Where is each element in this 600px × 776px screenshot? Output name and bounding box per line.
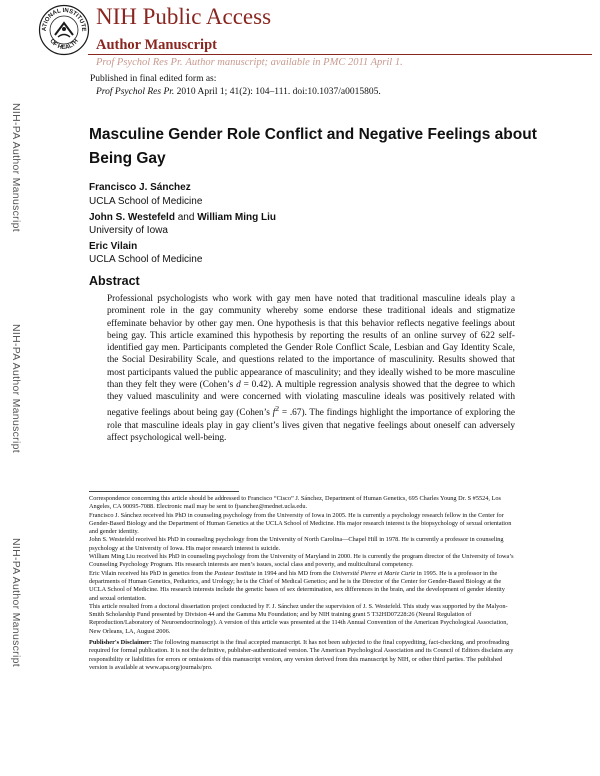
footnotes [89,495,515,672]
citation-journal: Prof Psychol Res Pr. [96,87,175,97]
side-banner-middle: NIH-PA Author Manuscript [10,323,22,453]
footnote-text: . [305,503,308,511]
publisher-disclaimer [89,639,515,672]
author-vilain [89,241,137,252]
article-title: Masculine Gender Role Conflict and Negative Feelings about Being Gay [89,126,537,167]
abstract-text: = 0.42). A multiple regression analysis showed that the degree to which they valued masculinity and were concerned with violating masculine ideals was positively related with negative feelings about being gay (Cohen’s [107,379,515,419]
correspondence-email-link[interactable]: fjsanchez@mednet.ucla.edu [234,503,306,511]
authors-westefeld-liu [89,212,276,223]
abstract-text: = .67). The findings highlight the importance of exploring the role that masculine ideals play in gay client’s lives given that negative feelings about oneself can adversely affect psychological well-being. [107,408,515,443]
affiliation-vilain: UCLA School of Medicine [89,254,203,265]
side-banner-bottom: NIH-PA Author Manuscript [10,537,22,667]
footnote-text: in 1995. He is a professor in the departments of Human Genetics, Pediatrics, and Urology; he is the Chief of Medical Genetics; and he is the Director of the Center for Gender-Based Biology at the UCLA School of Medicine. His research interests include the genetic bases of sex determination, sex differences in the brain, and the development of gender identity and sexual orientation. [89,569,505,602]
author-sanchez [89,182,191,193]
abstract-body [107,293,515,444]
bio-sanchez: Francisco J. Sánchez received his PhD in counseling psychology from the University of Iowa in 2005. He is currently a psychology research fellow in the Center for Gender-Based Biology and the Department of Human Genetics at the UCLA School of Medicine. His major research interest is the biopsychology of sexual orientation and gender identity. [89,511,512,536]
footnote-text: The following manuscript is the final accepted manuscript. It has not been subjected to the final copyediting, fact-checking, and proofreading required for formal publication. It is not the definitive, publisher-authenticated version. The American Psychological Association and its Council of Editors disclaim any responsibility or liabilities for errors or omissions of this manuscript version, any version derived from this manuscript by NIH, or other third parties. The published version is available at [89,639,514,671]
bio-westefeld: John S. Westefeld received his PhD in counseling psychology from the University of North Carolina—Chapel Hill in 1978. He is currently a professor in counseling psychology at the University of Iowa. His major research interest is suicide. [89,536,504,552]
footnote-divider [89,491,239,492]
abstract-text: Professional psychologists who work with gay men have noted that traditional masculine ideals play a prominent role in the gay community whereby some endorse these traditional ideals and stigmatize effeminate behavior by other gay men. One hypothesis is that this behavior reflects negative feelings about being gay. This article examined this hypothesis by reporting the results of an online survey of 622 self-identified gay men. Participants completed the Gender Role Conflict Scale, Lesbian and Gay Identity Scale, the Social Desirability Scale, and questions related to the importance of masculinity. Results showed that most participants valued the public appearance of masculinity; and they ideally wished to be more masculine than they felt they were (Cohen’s [107,294,515,390]
svg-text:OF HEALTH: OF HEALTH [48,38,80,52]
journal-availability-line [96,57,406,68]
institution-name: Pasteur Institute [214,569,257,577]
header-divider [88,54,592,55]
affiliation-iowa: University of Iowa [89,225,168,236]
author-name: John S. Westefeld [89,212,175,223]
citation [96,87,381,97]
author-name: William Ming Liu [197,212,276,223]
cohen-d-symbol: d [236,379,241,390]
correspondence-note [89,495,515,512]
abstract-heading: Abstract [89,274,140,288]
published-as-label: Published in final edited form as: [90,74,217,84]
footnote-text: Correspondence concerning this article should be addressed to Francisco “Cisco” J. Sánchez, Department of Human Genetics, 695 Charles Young Dr. S #5524, Los Angeles, CA 90095-7088. Electronic mail may be sent to [89,495,502,511]
dissertation-note: This article resulted from a doctoral dissertation project conducted by F. J. Sánchez under the supervision of J. S. Westefeld. This study was supported by the Malyon-Smith Scholarship Fund presented by Division 44 and the Gamma Mu Foundation; and by NIH training grant 5 T32HD07228:26 (Neural Regulation of Reproduction/Laboratory of Neuroendocrinology). A version of this article was presented at the 114th Annual Convention of the American Psychological Association, New Orleans, LA, August 2006. [89,602,508,635]
side-banner-top: NIH-PA Author Manuscript [10,102,22,232]
bio-liu: William Ming Liu received his PhD in counseling psychology from the University of Maryland in 2000. He is currently the program director of the University of Iowa’s Counseling Psychology Program. His research interests are men’s issues, social class and poverty, and multicultural competency. [89,553,514,569]
superscript: 2 [275,404,280,414]
journal-abbrev: Prof Psychol Res Pr. [96,57,183,68]
author-name: Francisco J. Sánchez [89,182,191,193]
bio-vilain [89,570,515,603]
citation-details: 2010 April 1; 41(2): 104–111. doi:10.1037/a0015805. [176,87,381,97]
nih-seal-icon [38,4,90,56]
cohen-f-symbol: f [272,408,276,419]
disclaimer-label: Publisher's Disclaimer: [89,639,152,647]
author-conjunction: and [174,212,198,223]
svg-text:NATIONAL INSTITUTES: ATIONAL INSTITUTE [41,7,87,32]
author-name: Eric Vilain [89,241,138,252]
apa-journal-link[interactable]: www.apa.org/journals/pro [145,663,211,671]
institution-name: Université Pierre et Marie Curie [332,569,416,577]
affiliation-sanchez: UCLA School of Medicine [89,196,203,207]
author-manuscript-label: Author Manuscript [96,37,217,53]
footnote-text: . [210,663,213,671]
footnote-text: Eric Vilain received his PhD in genetics from the [89,569,215,577]
availability-note: Author manuscript; available in PMC 2011 April 1. [185,57,403,68]
nih-public-access-title: NIH Public Access [96,4,272,29]
footnote-text: in 1994 and his MD from the [256,569,333,577]
